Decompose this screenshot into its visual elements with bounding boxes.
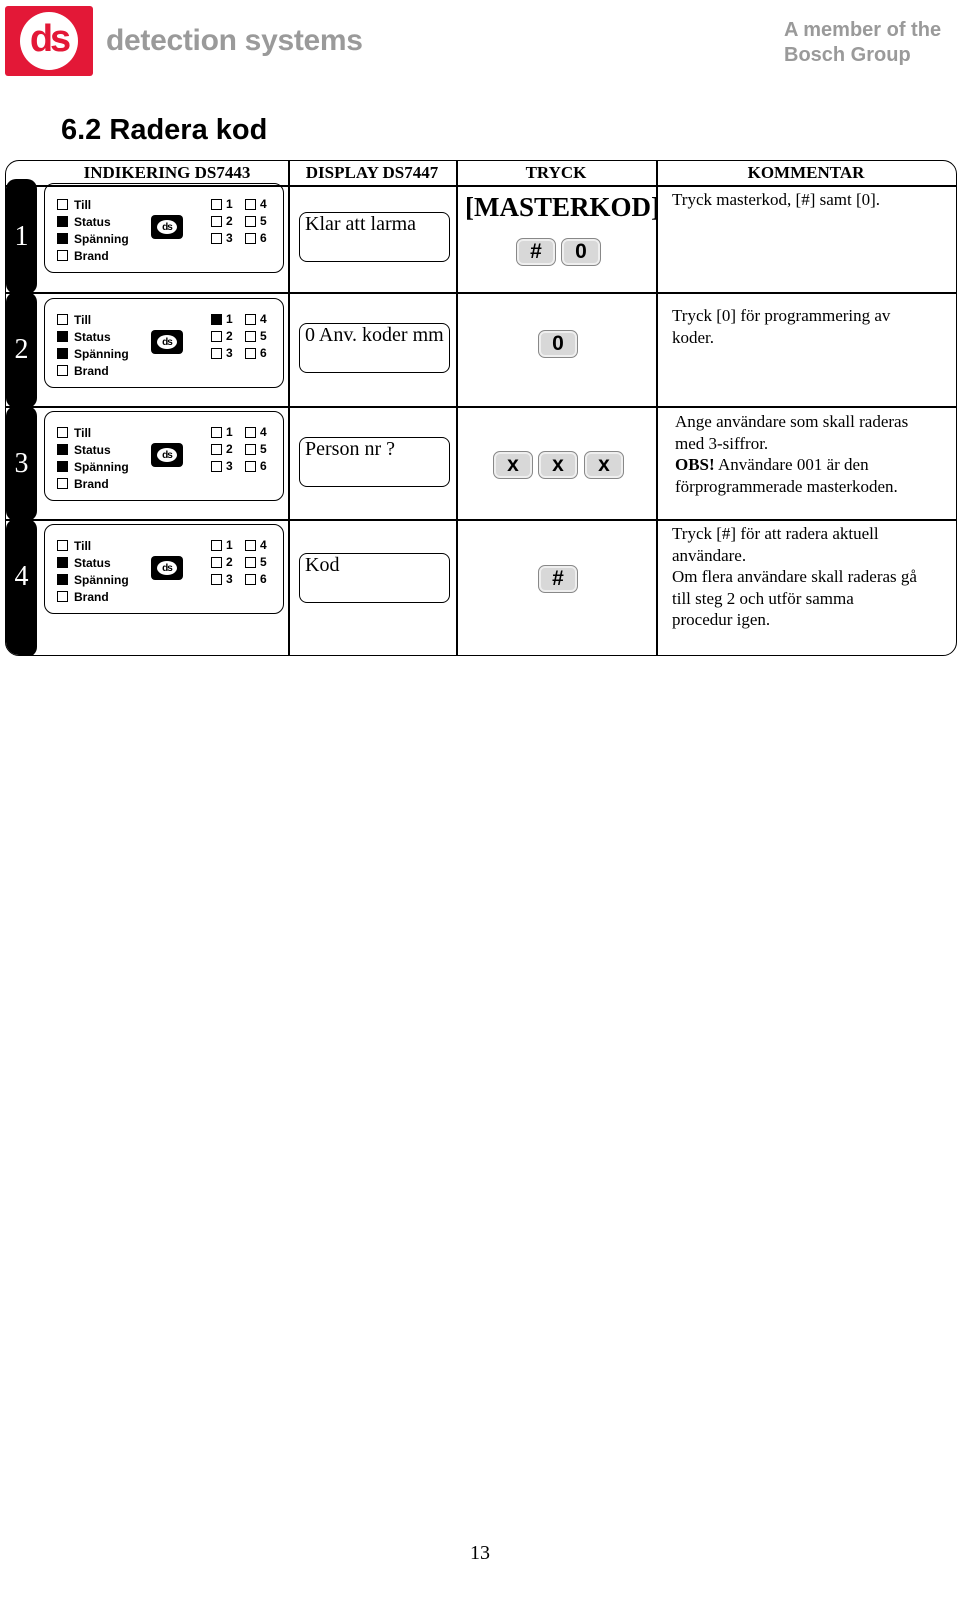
display-box: Person nr ? xyxy=(299,437,450,487)
col-divider xyxy=(456,161,458,655)
indicator-lamp xyxy=(57,461,68,472)
zone-indicator: 3 xyxy=(211,230,233,246)
procedure-table xyxy=(5,160,957,656)
zone-lamp xyxy=(245,557,256,568)
zone-lamp xyxy=(245,461,256,472)
indicator-lamp xyxy=(57,233,68,244)
key-hash: # xyxy=(516,238,556,266)
zone-indicator: 5 xyxy=(245,213,267,229)
zone-lamp xyxy=(245,540,256,551)
zone-lamp xyxy=(245,331,256,342)
indicator-item: Brand xyxy=(57,475,109,492)
indicator-item: Till xyxy=(57,424,91,441)
zone-lamp xyxy=(211,331,222,342)
zone-indicator: 3 xyxy=(211,571,233,587)
zone-indicator: 5 xyxy=(245,328,267,344)
display-box: Klar att larma xyxy=(299,212,450,262)
zone-indicator: 6 xyxy=(245,230,267,246)
zone-indicator: 1 xyxy=(211,424,233,440)
row-divider xyxy=(6,292,956,294)
zone-lamp xyxy=(245,199,256,210)
key-x: x xyxy=(538,451,578,479)
zone-lamp xyxy=(245,427,256,438)
zone-lamp xyxy=(211,444,222,455)
key-zero: 0 xyxy=(538,330,578,358)
indicator-lamp xyxy=(57,216,68,227)
zone-indicator: 6 xyxy=(245,458,267,474)
indicator-item: Brand xyxy=(57,588,109,605)
bosch-member-note: A member of the Bosch Group xyxy=(784,19,942,66)
col-divider xyxy=(656,161,658,655)
step-number: 1 xyxy=(6,179,37,294)
indicator-item: Brand xyxy=(57,362,109,379)
brand-name: detection systems xyxy=(106,24,363,57)
display-box: 0 Anv. koder mm xyxy=(299,323,450,373)
col-header-tryck: TRYCK xyxy=(525,163,587,182)
indicator-item: Spänning xyxy=(57,458,129,475)
zone-indicator: 2 xyxy=(211,213,233,229)
display-box: Kod xyxy=(299,553,450,603)
comment: Ange användare som skall raderas med 3-siffror. OBS! Användare 001 är den förprogrammerade masterkoden. xyxy=(675,412,909,496)
zone-indicator: 1 xyxy=(211,537,233,553)
step-number: 3 xyxy=(6,406,37,521)
ds-panel-logo: ds xyxy=(151,330,183,354)
row-divider xyxy=(6,406,956,408)
indicator-item: Status xyxy=(57,441,111,458)
col-header-display: DISPLAY DS7447 xyxy=(305,163,439,182)
row-divider xyxy=(6,519,956,521)
indicator-panel xyxy=(44,524,284,614)
zone-indicator: 5 xyxy=(245,441,267,457)
zone-lamp xyxy=(211,233,222,244)
zone-indicator: 2 xyxy=(211,554,233,570)
zone-lamp xyxy=(245,574,256,585)
page-number: 13 xyxy=(470,1542,490,1564)
indicator-item: Brand xyxy=(57,247,109,264)
indicator-item: Spänning xyxy=(57,345,129,362)
indicator-panel xyxy=(44,183,284,273)
ds-panel-logo: ds xyxy=(151,215,183,239)
zone-indicator: 4 xyxy=(245,424,267,440)
indicator-lamp xyxy=(57,365,68,376)
indicator-lamp xyxy=(57,444,68,455)
ds-panel-logo: ds xyxy=(151,556,183,580)
key-x: x xyxy=(493,451,533,479)
indicator-item: Status xyxy=(57,213,111,230)
indicator-item: Till xyxy=(57,311,91,328)
indicator-lamp xyxy=(57,250,68,261)
logo-text: ds xyxy=(29,18,69,60)
zone-lamp xyxy=(245,216,256,227)
indicator-lamp xyxy=(57,331,68,342)
indicator-lamp xyxy=(57,540,68,551)
zone-lamp xyxy=(211,557,222,568)
zone-indicator: 1 xyxy=(211,196,233,212)
indicator-panel xyxy=(44,298,284,388)
page-title: 6.2 Radera kod xyxy=(61,114,268,146)
indicator-lamp xyxy=(57,314,68,325)
indicator-lamp xyxy=(57,348,68,359)
zone-indicator: 3 xyxy=(211,458,233,474)
indicator-panel xyxy=(44,411,284,501)
comment: Tryck masterkod, [#] samt [0]. xyxy=(672,190,881,209)
zone-indicator: 4 xyxy=(245,311,267,327)
step-number: 4 xyxy=(6,519,37,656)
zone-lamp xyxy=(245,348,256,359)
col-header-indikering: INDIKERING DS7443 xyxy=(83,163,251,182)
key-zero: 0 xyxy=(561,238,601,266)
zone-indicator: 4 xyxy=(245,196,267,212)
indicator-item: Till xyxy=(57,537,91,554)
indicator-lamp xyxy=(57,574,68,585)
indicator-lamp xyxy=(57,427,68,438)
comment: Tryck [0] för programmering av koder. xyxy=(672,306,891,347)
indicator-lamp xyxy=(57,199,68,210)
comment: Tryck [#] för att radera aktuell användare. Om flera användare skall raderas gå till steg 2 och utför samma procedur igen. xyxy=(672,524,917,629)
indicator-item: Status xyxy=(57,328,111,345)
ds-logo xyxy=(5,6,93,76)
indicator-lamp xyxy=(57,591,68,602)
key-x: x xyxy=(584,451,624,479)
zone-lamp xyxy=(211,216,222,227)
key-hash: # xyxy=(538,565,578,593)
col-divider xyxy=(288,161,290,655)
col-header-kommentar: KOMMENTAR xyxy=(747,163,865,182)
ds-panel-logo: ds xyxy=(151,443,183,467)
masterkod-label: [MASTERKOD] xyxy=(465,192,660,222)
zone-lamp xyxy=(245,444,256,455)
zone-indicator: 4 xyxy=(245,537,267,553)
step-number: 2 xyxy=(6,292,37,408)
zone-lamp xyxy=(211,427,222,438)
indicator-item: Spänning xyxy=(57,230,129,247)
indicator-lamp xyxy=(57,557,68,568)
zone-lamp xyxy=(211,540,222,551)
zone-indicator: 1 xyxy=(211,311,233,327)
zone-indicator: 5 xyxy=(245,554,267,570)
zone-lamp xyxy=(245,233,256,244)
indicator-item: Status xyxy=(57,554,111,571)
indicator-item: Spänning xyxy=(57,571,129,588)
zone-lamp xyxy=(211,461,222,472)
zone-lamp xyxy=(211,314,222,325)
zone-lamp xyxy=(245,314,256,325)
zone-indicator: 6 xyxy=(245,345,267,361)
zone-indicator: 2 xyxy=(211,328,233,344)
zone-indicator: 2 xyxy=(211,441,233,457)
indicator-lamp xyxy=(57,478,68,489)
zone-lamp xyxy=(211,348,222,359)
zone-indicator: 3 xyxy=(211,345,233,361)
zone-lamp xyxy=(211,199,222,210)
zone-lamp xyxy=(211,574,222,585)
indicator-item: Till xyxy=(57,196,91,213)
zone-indicator: 6 xyxy=(245,571,267,587)
